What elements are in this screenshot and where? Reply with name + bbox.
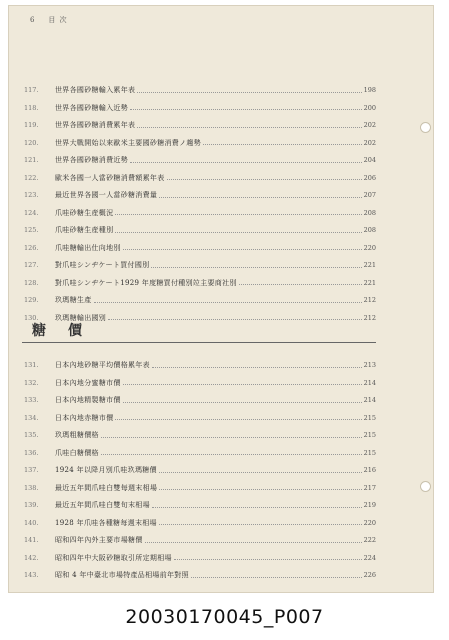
entry-title: 昭和四年中大阪砂糖取引所定期相場	[55, 553, 172, 562]
leader-dots	[123, 383, 362, 385]
entry-title: 玖瑪粗糖價格	[55, 431, 99, 439]
entry-page-number: 221	[363, 278, 376, 287]
entry-number: 129.	[24, 296, 39, 304]
entry-page-number: 215	[363, 448, 376, 457]
entry-page-number: 222	[363, 536, 376, 544]
toc-entry	[24, 483, 376, 493]
entry-title: 日本內地精製糖市價	[55, 396, 121, 404]
entry-number: 133.	[24, 396, 39, 404]
toc-entry	[24, 85, 376, 95]
entry-number: 121.	[24, 156, 39, 164]
toc-entry	[24, 430, 376, 440]
header-title: 目 次	[48, 16, 68, 24]
entry-page-number: 215	[363, 413, 376, 422]
entry-page-number: 216	[363, 466, 376, 474]
entry-page-number: 204	[363, 156, 376, 164]
entry-number: 124.	[24, 208, 39, 217]
entry-title: 爪哇砂糖生産概況	[55, 208, 114, 217]
binder-hole	[420, 481, 431, 492]
toc-entry	[24, 500, 376, 510]
leader-dots	[115, 213, 361, 215]
entry-page-number: 214	[363, 396, 376, 404]
toc-entry	[24, 138, 376, 148]
entry-number: 135.	[24, 431, 39, 439]
entry-title: 世界各國砂糖消費近勢	[55, 156, 128, 164]
section-heading: 糖價	[32, 323, 104, 339]
toc-entry	[24, 173, 376, 183]
entry-page-number: 224	[363, 553, 376, 562]
entry-page-number: 220	[363, 243, 376, 252]
leader-dots	[145, 541, 362, 543]
entry-page-number: 214	[363, 378, 376, 387]
entry-number: 119.	[24, 121, 39, 129]
entry-number: 122.	[24, 173, 39, 182]
leader-dots	[130, 161, 362, 163]
entry-number: 132.	[24, 378, 39, 387]
entry-number: 127.	[24, 261, 39, 269]
entry-title: 日本內地砂糖平均價格累年表	[55, 361, 150, 369]
toc-entry	[24, 518, 376, 528]
leader-dots	[130, 108, 362, 110]
entry-number: 125.	[24, 226, 39, 234]
entry-page-number: 220	[363, 518, 376, 527]
entry-page-number: 206	[363, 173, 376, 182]
entry-title: 世界大戰開始以來歐米主要國砂糖消費ノ趨勢	[55, 138, 201, 147]
entry-number: 120.	[24, 138, 39, 147]
leader-dots	[239, 283, 362, 285]
entry-number: 134.	[24, 413, 39, 422]
entry-number: 130.	[24, 313, 39, 322]
entry-number: 126.	[24, 243, 39, 252]
entry-page-number: 202	[363, 138, 376, 147]
leader-dots	[101, 436, 362, 438]
leader-dots	[137, 91, 361, 93]
leader-dots	[137, 126, 361, 128]
entry-title: 玖瑪糖輸出國別	[55, 313, 107, 322]
leader-dots	[152, 366, 362, 368]
entry-title: 昭和 4 年中臺北市場特產品相場前年對照	[55, 571, 189, 579]
leader-dots	[159, 488, 361, 490]
toc-entry	[24, 570, 376, 580]
toc-entry	[24, 243, 376, 253]
entry-title: 對爪哇シンヂケート買付國別	[55, 261, 150, 269]
entry-page-number: 217	[363, 483, 376, 492]
entry-page-number: 208	[363, 226, 376, 234]
entry-number: 139.	[24, 501, 39, 509]
entry-number: 136.	[24, 448, 39, 457]
entry-number: 118.	[24, 103, 39, 112]
entry-title: 日本內地分蜜糖市價	[55, 378, 121, 387]
toc-entry	[24, 260, 376, 270]
toc-entry	[24, 295, 376, 305]
entry-title: 日本內地赤糖市價	[55, 413, 114, 422]
toc-entry	[24, 190, 376, 200]
entry-page-number: 213	[363, 361, 376, 369]
entry-title: 世界各國砂糖消費累年表	[55, 121, 136, 129]
toc-entry	[24, 535, 376, 545]
entry-page-number: 207	[363, 191, 376, 199]
toc-entry	[24, 395, 376, 405]
leader-dots	[203, 143, 362, 145]
toc-entry	[24, 225, 376, 235]
section-divider	[22, 342, 376, 343]
entry-number: 140.	[24, 518, 39, 527]
entry-title: 對爪哇シンヂケート1929 年度糖買付種別竝主要商社別	[55, 278, 237, 287]
entry-title: 爪哇砂糖生産種別	[55, 226, 114, 234]
entry-title: 1924 年以降月別爪哇玖瑪糖價	[55, 466, 157, 474]
entry-title: 昭和四年內外主要市場糖價	[55, 536, 143, 544]
entry-title: 最近世界各國一人當砂糖消費量	[55, 191, 158, 199]
leader-dots	[159, 196, 361, 198]
entry-page-number: 198	[363, 86, 376, 94]
page-header	[30, 15, 68, 25]
entry-number: 141.	[24, 536, 39, 544]
entry-number: 138.	[24, 483, 39, 492]
toc-entry	[24, 120, 376, 130]
entry-page-number: 215	[363, 431, 376, 439]
leader-dots	[108, 318, 361, 320]
leader-dots	[115, 231, 361, 233]
toc-entry	[24, 378, 376, 388]
leader-dots	[152, 506, 362, 508]
leader-dots	[191, 576, 362, 578]
entry-page-number: 202	[363, 121, 376, 129]
toc-entry	[24, 413, 376, 423]
toc-entry	[24, 360, 376, 370]
toc-entry	[24, 208, 376, 218]
entry-page-number: 200	[363, 103, 376, 112]
leader-dots	[167, 178, 362, 180]
entry-number: 142.	[24, 553, 39, 562]
entry-page-number: 226	[363, 571, 376, 579]
leader-dots	[159, 471, 362, 473]
toc-entry	[24, 553, 376, 563]
entry-title: 最近五年間爪哇白雙每週末相場	[55, 483, 158, 492]
entry-number: 123.	[24, 191, 39, 199]
entry-number: 137.	[24, 466, 39, 474]
leader-dots	[151, 266, 361, 268]
entry-title: 世界各國砂糖輸入累年表	[55, 86, 136, 94]
entry-title: 歐米各國一人當砂糖消費額累年表	[55, 173, 165, 182]
toc-entry	[24, 155, 376, 165]
entry-number: 117.	[24, 86, 39, 94]
entry-number: 128.	[24, 278, 39, 287]
page-number: 6	[30, 16, 36, 24]
entry-title: 1928 年爪哇各種糖每週末相場	[55, 518, 157, 527]
entry-title: 世界各國砂糖輸入近勢	[55, 103, 128, 112]
toc-entry	[24, 465, 376, 475]
entry-page-number: 219	[363, 501, 376, 509]
leader-dots	[159, 523, 362, 525]
document-page	[8, 5, 434, 593]
leader-dots	[101, 453, 362, 455]
leader-dots	[115, 418, 361, 420]
entry-page-number: 212	[363, 296, 376, 304]
leader-dots	[123, 248, 362, 250]
leader-dots	[174, 558, 362, 560]
toc-entry	[24, 278, 376, 288]
entry-number: 131.	[24, 361, 39, 369]
entry-page-number: 208	[363, 208, 376, 217]
leader-dots	[123, 401, 362, 403]
binder-hole	[420, 122, 431, 133]
entry-title: 爪哇糖輸出仕向地別	[55, 243, 121, 252]
image-caption: 20030170045_P007	[125, 606, 324, 628]
entry-title: 最近五年間爪哇白雙旬末相場	[55, 501, 150, 509]
entry-number: 143.	[24, 571, 39, 579]
entry-title: 爪哇白糖價格	[55, 448, 99, 457]
entry-title: 玖瑪糖生產	[55, 296, 92, 304]
toc-entry	[24, 448, 376, 458]
leader-dots	[94, 301, 362, 303]
entry-page-number: 221	[363, 261, 376, 269]
entry-page-number: 212	[363, 313, 376, 322]
toc-entry	[24, 103, 376, 113]
